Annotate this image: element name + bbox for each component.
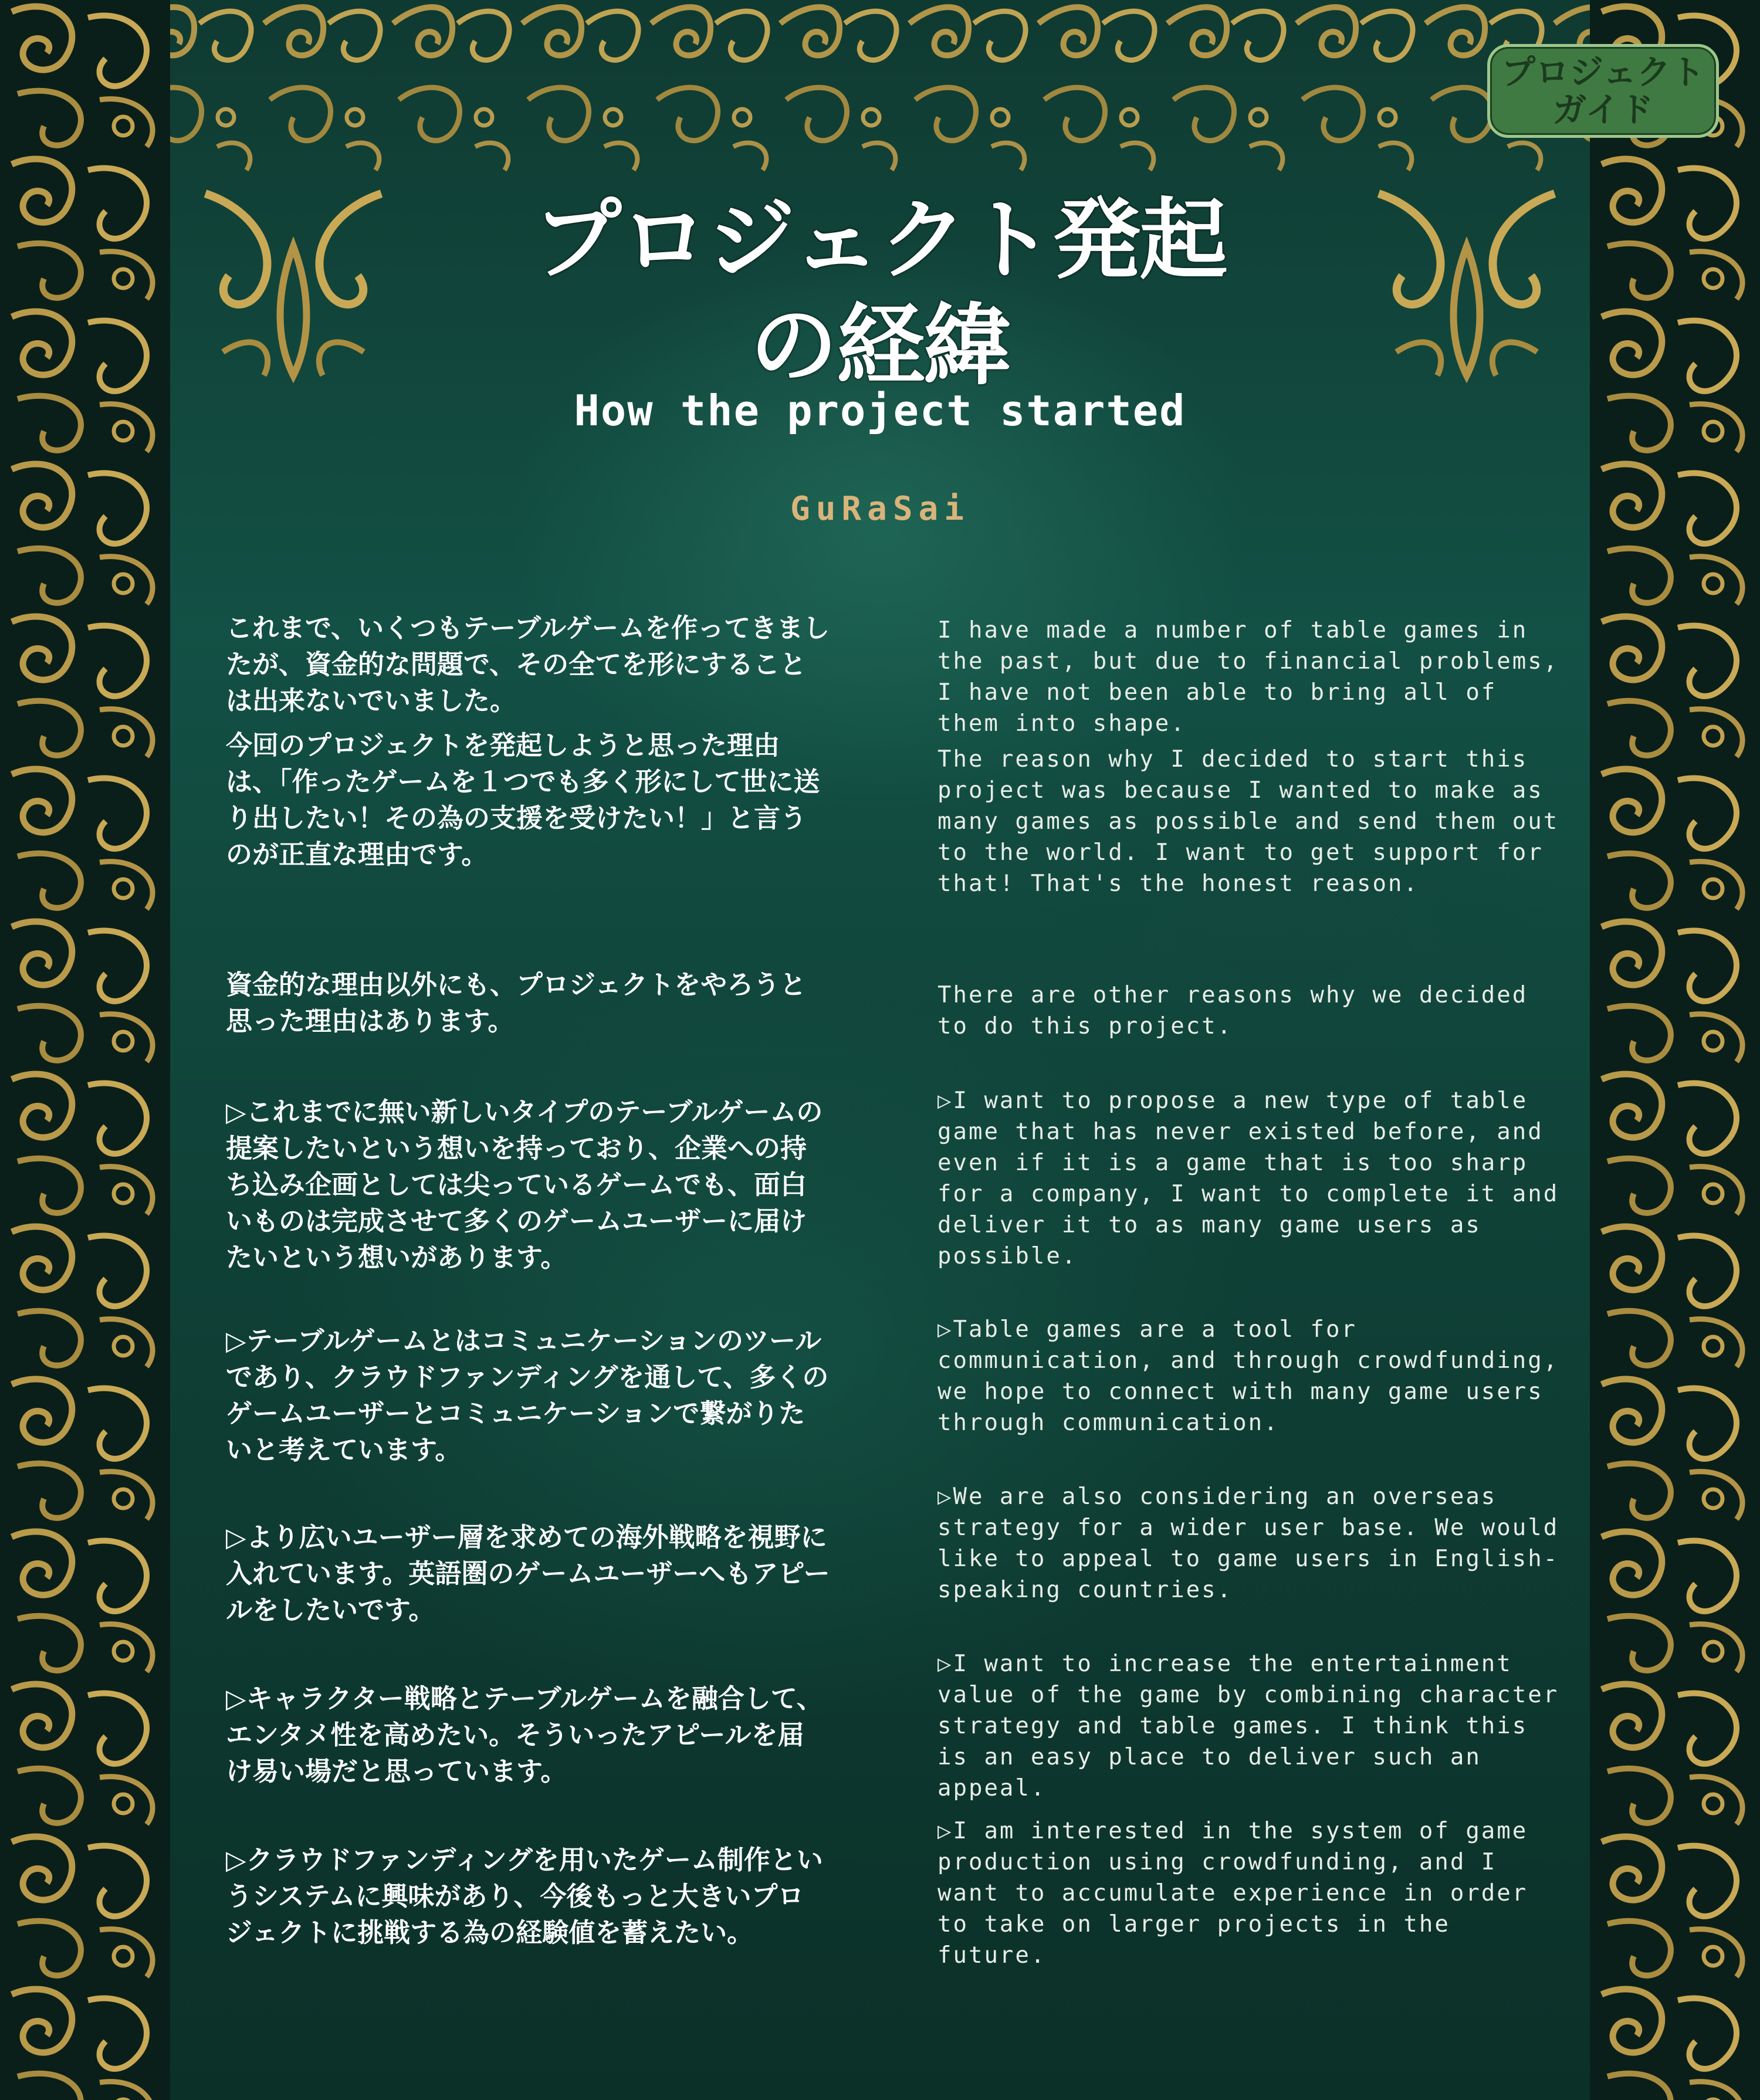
section-2-jp (226, 967, 830, 1039)
section-5-en (937, 1481, 1559, 1606)
section-3-en-para: ▷I want to propose a new type of table game that has never existed before, and even if it is a game that is too sharp for a company, I want to complete it and deliver it to as many game users as possible. (937, 1088, 1559, 1269)
right-ornament (1590, 0, 1760, 2100)
section-5-jp (226, 1519, 830, 1628)
page-subtitle: How the project started (574, 386, 1186, 435)
section-1-jp-para-1: これまで、いくつもテーブルゲームを作ってきましたが、資金的な問題で、その全てを形にすることは出来ないでいました。 (226, 612, 830, 716)
section-5-jp-para: ▷より広いユーザー層を求めての海外戦略を視野に入れています。英語圏のゲームユーザーへもアピールをしたいです。 (226, 1522, 830, 1625)
section-4-en-para: ▷Table games are a tool for communication, and through crowdfunding, we hope to connect with many game users through communication. (937, 1316, 1559, 1436)
page-title (411, 188, 1349, 399)
section-6-en-para: ▷I want to increase the entertainment value of the game by combining character strategy and table games. I think this is an easy place to deliver such an appeal. (937, 1651, 1559, 1801)
section-4-jp (226, 1323, 830, 1468)
page-title-line-2: の経緯 (749, 295, 1010, 397)
section-1-en (937, 615, 1559, 899)
author-name: GuRaSai (790, 490, 970, 528)
section-7-jp (226, 1842, 830, 1951)
section-1-en-para-2: The reason why I decided to start this project was because I wanted to make as many games as possible and send them out to the world. I want to get support for that! That's the honest reason. (937, 746, 1559, 897)
page-title-line-1: プロジェクト発起 (533, 189, 1227, 292)
section-3-en (937, 1085, 1559, 1272)
section-2-en (937, 980, 1559, 1042)
project-guide-badge (1487, 44, 1719, 138)
section-6-jp (226, 1681, 830, 1790)
section-1-en-para-1: I have made a number of table games in the past, but due to financial problems, I have not been able to bring all of them into shape. (937, 617, 1559, 737)
left-ornament (0, 0, 170, 2100)
section-2-en-para: There are other reasons why we decided to do this project. (937, 982, 1528, 1039)
section-7-en (937, 1816, 1559, 1971)
badge-line-2: ガイド (1552, 90, 1654, 130)
section-1-jp (226, 610, 830, 873)
section-6-jp-para: ▷キャラクター戦略とテーブルゲームを融合して、エンタメ性を高めたい。そういったアピールを届け易い場だと思っています。 (226, 1683, 823, 1787)
section-6-en (937, 1648, 1559, 1804)
section-5-en-para: ▷We are also considering an overseas strategy for a wider user base. We would like to appeal to game users in English-speaking countries. (937, 1483, 1559, 1603)
corner-flourish-right (1361, 176, 1572, 387)
section-2-jp-para: 資金的な理由以外にも、プロジェクトをやろうと思った理由はあります。 (226, 969, 807, 1037)
section-3-jp (226, 1094, 830, 1276)
badge-line-1: プロジェクト (1501, 52, 1705, 92)
corner-flourish-left (188, 176, 399, 387)
section-1-jp-para-2: 今回のプロジェクトを発起しようと思った理由は、「作ったゲームを１つでも多く形にして世に送り出したい！その為の支援を受けたい！」と言うのが正直な理由です。 (226, 730, 820, 870)
section-4-jp-para: ▷テーブルゲームとはコミュニケーションのツールであり、クラウドファンディングを通して、多くのゲームユーザーとコミュニケーションで繋がりたいと考えています。 (226, 1325, 829, 1465)
section-3-jp-para: ▷これまでに無い新しいタイプのテーブルゲームの提案したいという想いを持っており、企業への持ち込み企画としては尖っているゲームでも、面白いものは完成させて多くのゲームユーザーに届けたいという想いがあります。 (226, 1096, 823, 1273)
section-4-en (937, 1314, 1559, 1438)
section-7-jp-para: ▷クラウドファンディングを用いたゲーム制作というシステムに興味があり、今後もっと大きいプロジェクトに挑戦する為の経験値を蓄えたい。 (226, 1844, 823, 1948)
section-7-en-para: ▷I am interested in the system of game production using crowdfunding, and I want to accumulate experience in order to take on larger projects in the future. (937, 1818, 1528, 1969)
